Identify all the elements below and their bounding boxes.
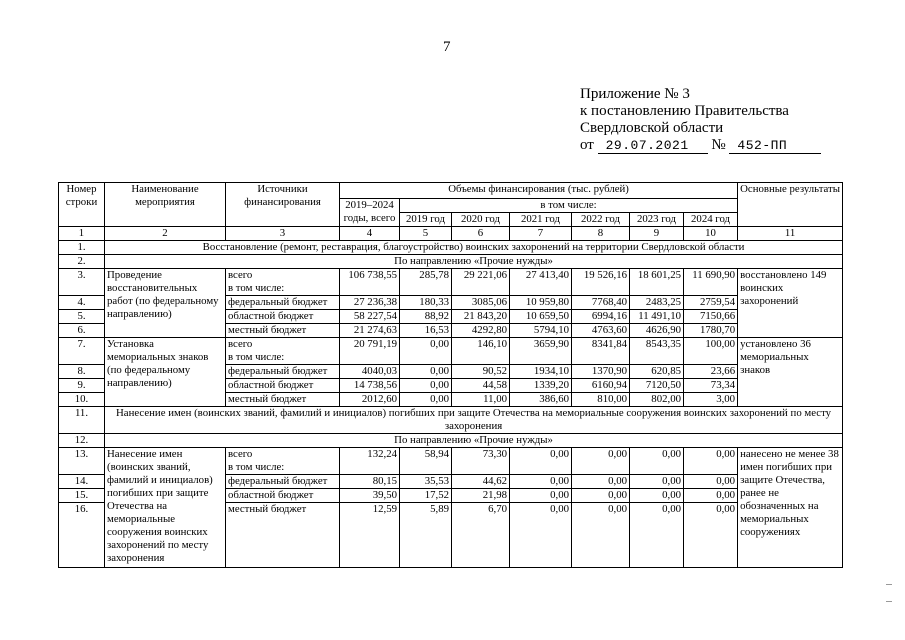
header-sources: Источники финансирования (226, 183, 340, 227)
header-year: 2020 год (452, 213, 510, 227)
header-year: 2023 год (630, 213, 684, 227)
header-year: 2024 год (684, 213, 738, 227)
table-row: 7. Установка мемориальных знаков (по федеральному направлению) всего в том числе: 20 791,19 0,00 146,10 3659,90 8341,84 8543,35 100,00 установлено 36 мемориальных знаков (59, 338, 843, 365)
event-name: Установка мемориальных знаков (по федеральному направлению) (105, 338, 226, 407)
header-results: Основные результаты (738, 183, 843, 227)
column-numbers-row: 1 2 3 4 5 6 7 8 9 10 11 (59, 227, 843, 241)
table-row: 14. федеральный бюджет 80,15 35,53 44,62 0,00 0,00 0,00 0,00 (59, 475, 843, 489)
financing-table (58, 182, 843, 568)
header-total: 2019–2024 годы, всего (340, 199, 400, 227)
event-name: Нанесение имен (воинских званий, фамилий и инициалов) погибших при защите Отечества на мемориальные сооружения воинских захоронений по месту захоронения (105, 448, 226, 568)
section-row: 2. По направлению «Прочие нужды» (59, 255, 843, 269)
appendix-title: Приложение № 3 (580, 86, 690, 102)
table-row: 6. местный бюджет 21 274,63 16,53 4292,80 5794,10 4763,60 4626,90 1780,70 (59, 324, 843, 338)
header-including: в том числе: (400, 199, 738, 213)
header-year: 2019 год (400, 213, 452, 227)
appendix-header (580, 86, 821, 154)
header-row-number: Номер строки (59, 183, 105, 227)
section-row: 1. Восстановление (ремонт, реставрация, благоустройство) воинских захоронений на территории Свердловской области (59, 241, 843, 255)
page-number: 7 (443, 39, 451, 55)
header-volumes: Объемы финансирования (тыс. рублей) (340, 183, 738, 199)
appendix-date-line: от 29.07.2021 № 452-ПП (580, 137, 821, 154)
table-row: 15. областной бюджет 39,50 17,52 21,98 0,00 0,00 0,00 0,00 (59, 489, 843, 503)
event-result: восстановлено 149 воинских захоронений (738, 269, 843, 338)
header-year: 2022 год (572, 213, 630, 227)
table-row: 8. федеральный бюджет 4040,03 0,00 90,52 1934,10 1370,90 620,85 23,66 (59, 365, 843, 379)
event-result: нанесено не менее 38 имен погибших при защите Отечества, ранее не обозначенных на мемориальных сооружениях (738, 448, 843, 568)
table-row: 9. областной бюджет 14 738,56 0,00 44,58 1339,20 6160,94 7120,50 73,34 (59, 379, 843, 393)
appendix-resolution: к постановлению Правительства (580, 103, 789, 119)
section-row: 12. По направлению «Прочие нужды» (59, 434, 843, 448)
table-row: 10. местный бюджет 2012,60 0,00 11,00 386,60 810,00 802,00 3,00 (59, 393, 843, 407)
event-name: Проведение восстановительных работ (по федеральному направлению) (105, 269, 226, 338)
scan-mark (886, 601, 892, 602)
table-row: 4. федеральный бюджет 27 236,38 180,33 3085,06 10 959,80 7768,40 2483,25 2759,54 (59, 296, 843, 310)
appendix-region: Свердловской области (580, 120, 724, 136)
event-result: установлено 36 мемориальных знаков (738, 338, 843, 407)
section-row: 11. Нанесение имен (воинских званий, фамилий и инициалов) погибших при защите Отечества на мемориальные сооружения воинских захоронений по месту захоронения (59, 407, 843, 434)
header-event: Наименование мероприятия (105, 183, 226, 227)
table-row: 16. местный бюджет 12,59 5,89 6,70 0,00 0,00 0,00 0,00 (59, 503, 843, 568)
scan-mark (886, 584, 892, 585)
table-row: 3. Проведение восстановительных работ (по федеральному направлению) всего в том числе: 106 738,55 285,78 29 221,06 27 413,40 19 526,16 18 601,25 11 690,90 восстановлено 149 воинских захоронений (59, 269, 843, 296)
number-field: 452-ПП (729, 137, 821, 154)
table-row: 5. областной бюджет 58 227,54 88,92 21 843,20 10 659,50 6994,16 11 491,10 7150,66 (59, 310, 843, 324)
date-field: 29.07.2021 (598, 137, 708, 154)
header-year: 2021 год (510, 213, 572, 227)
table-row: 13. Нанесение имен (воинских званий, фамилий и инициалов) погибших при защите Отечества на мемориальные сооружения воинских захоронений по месту захоронения всего в том числе: 132,24 58,94 73,30 0,00 0,00 0,00 0,00 нанесено не менее 38 имен погибших при защите Отечества, ранее не обозначенных на мемориальных сооружениях (59, 448, 843, 475)
